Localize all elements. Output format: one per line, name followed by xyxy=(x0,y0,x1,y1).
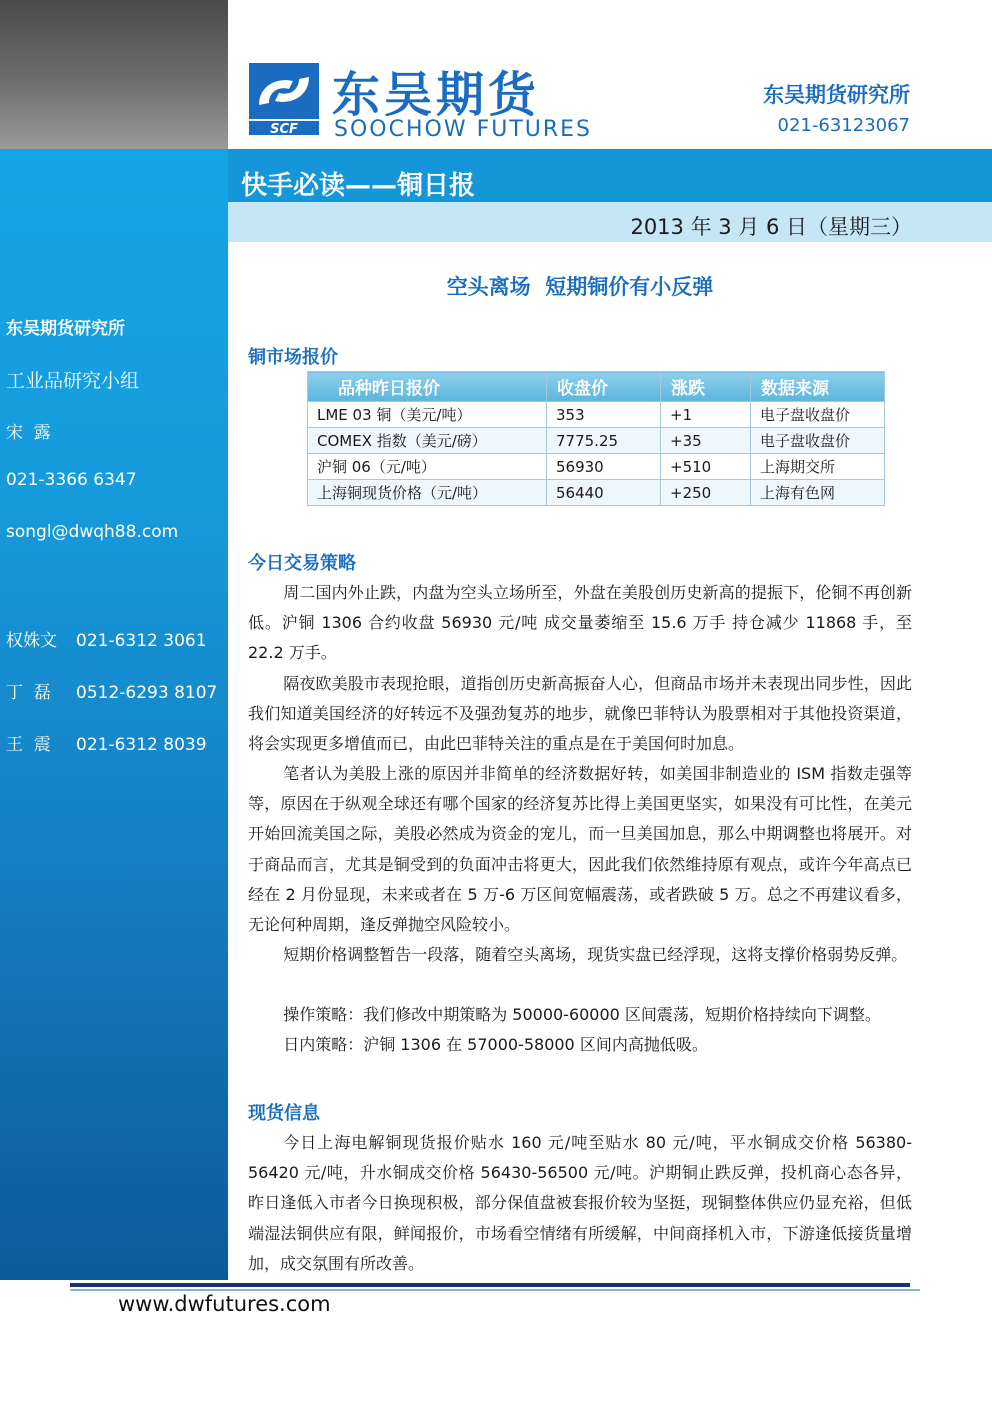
headline: 空头离场 短期铜价有小反弹 xyxy=(446,275,714,299)
strategy-paragraph: 周二国内外止跌，内盘为空头立场所至，外盘在美股创历史新高的提振下，伦铜不再创新低。沪铜 1306 合约收盘 56930 元/吨 成交量萎缩至 15.6 万手 持仓减少 11868 手，至 22.2 万手。 xyxy=(248,583,912,663)
table-cell: 上海有色网 xyxy=(751,480,885,506)
footer-website-link[interactable]: www.dwfutures.com xyxy=(118,1292,331,1316)
table-cell: 56440 xyxy=(547,480,661,506)
strategy-paragraph: 短期价格调整暂告一段落，随着空头离场，现货实盘已经浮现，这将支撑价格弱势反弹。 xyxy=(283,945,908,964)
price-table xyxy=(307,371,885,506)
column-header: 数据来源 xyxy=(751,372,885,402)
table-cell: +250 xyxy=(661,480,751,506)
strategy-paragraph: 笔者认为美股上涨的原因并非简单的经济数据好转，如美国非制造业的 ISM 指数走强等等，原因在于纵观全球还有哪个国家的经济复苏比得上美国更坚实，如果没有可比性，在美元开始回流美国之际，美股必然成为资金的宠儿，而一旦美国加息，那么中期调整也将展开。对于商品而言，尤其是铜受到的负面冲击将更大，因此我们依然维持原有观点，或许今年高点已经在 2 月份显现，未来或者在 5 万-6 万区间宽幅震荡，或者跌破 5 万。总之不再建议看多，无论何种周期，逢反弹抛空风险较小。 xyxy=(248,764,912,935)
contact-name: 丁 磊 xyxy=(6,683,51,703)
column-header: 品种昨日报价 xyxy=(308,372,547,402)
table-cell: 电子盘收盘价 xyxy=(751,428,885,454)
institute-name: 东吴期货研究所 xyxy=(763,83,910,107)
sidebar-contact xyxy=(6,730,207,755)
sidebar-group: 工业品研究小组 xyxy=(6,370,140,392)
company-logo-icon xyxy=(249,63,319,135)
contact-phone: 0512-6293 8107 xyxy=(76,683,218,703)
table-cell: 7775.25 xyxy=(547,428,661,454)
section-title-market: 铜市场报价 xyxy=(248,347,338,368)
sidebar-author: 宋 露 xyxy=(6,423,51,443)
table-cell: +510 xyxy=(661,454,751,480)
table-cell: 56930 xyxy=(547,454,661,480)
spot-paragraph: 今日上海电解铜现货报价贴水 160 元/吨至贴水 80 元/吨，平水铜成交价格 56380-56420 元/吨，升水铜成交价格 56430-56500 元/吨。沪期铜止跌反弹，投机商心态各异，昨日逢低入市者今日换现积极，部分保值盘被套报价较为坚挺，现铜整体供应仍显充裕，但低端湿法铜供应有限，鲜闻报价，市场看空情绪有所缓解，中间商择机入市，下游逢低接货量增加，成交氛围有所改善。 xyxy=(248,1133,912,1273)
sidebar-email[interactable]: songl@dwqh88.com xyxy=(6,522,179,542)
table-cell: LME 03 铜（美元/吨） xyxy=(308,402,547,428)
sidebar-author-phone: 021-3366 6347 xyxy=(6,470,137,490)
section-title-strategy: 今日交易策略 xyxy=(248,553,356,574)
sidebar-contact xyxy=(6,626,207,651)
section-title-spot: 现货信息 xyxy=(248,1103,320,1124)
table-cell: +1 xyxy=(661,402,751,428)
footer-divider xyxy=(70,1283,910,1287)
strategy-operation: 操作策略：我们修改中期策略为 50000-60000 区间震荡，短期价格持续向下调整。 xyxy=(283,1005,881,1024)
report-date: 2013 年 3 月 6 日（星期三） xyxy=(630,215,912,239)
column-header: 收盘价 xyxy=(547,372,661,402)
brand-name-cn: 东吴期货 xyxy=(332,67,541,123)
svg-text:SCF: SCF xyxy=(270,122,298,135)
table-row xyxy=(308,402,885,428)
table-cell: 电子盘收盘价 xyxy=(751,402,885,428)
table-row xyxy=(308,480,885,506)
table-header-row xyxy=(308,372,885,402)
table-cell: 上海铜现货价格（元/吨） xyxy=(308,480,547,506)
table-row xyxy=(308,428,885,454)
sidebar-contact xyxy=(6,678,217,703)
report-title: 快手必读——铜日报 xyxy=(241,171,476,201)
sidebar-header-block xyxy=(0,0,228,149)
sidebar-org: 东吴期货研究所 xyxy=(6,319,125,339)
contact-phone: 021-6312 8039 xyxy=(76,735,207,755)
contact-name: 权姝文 xyxy=(6,631,57,651)
contact-name: 王 震 xyxy=(6,735,51,755)
table-row xyxy=(308,454,885,480)
table-cell: 353 xyxy=(547,402,661,428)
brand-name-en: SOOCHOW FUTURES xyxy=(334,117,593,142)
institute-phone: 021-63123067 xyxy=(777,115,910,136)
table-cell: +35 xyxy=(661,428,751,454)
table-cell: 上海期交所 xyxy=(751,454,885,480)
strategy-intraday: 日内策略：沪铜 1306 在 57000-58000 区间内高抛低吸。 xyxy=(283,1035,708,1054)
table-cell: COMEX 指数（美元/磅） xyxy=(308,428,547,454)
column-header: 涨跌 xyxy=(661,372,751,402)
table-cell: 沪铜 06（元/吨） xyxy=(308,454,547,480)
footer-divider-thin xyxy=(70,1289,920,1291)
strategy-paragraph: 隔夜欧美股市表现抢眼，道指创历史新高振奋人心，但商品市场并未表现出同步性，因此我们知道美国经济的好转远不及强劲复苏的地步，就像巴菲特认为股票相对于其他投资渠道，将会实现更多增值而已，由此巴菲特关注的重点是在于美国何时加息。 xyxy=(248,674,912,754)
contact-phone: 021-6312 3061 xyxy=(76,631,207,651)
